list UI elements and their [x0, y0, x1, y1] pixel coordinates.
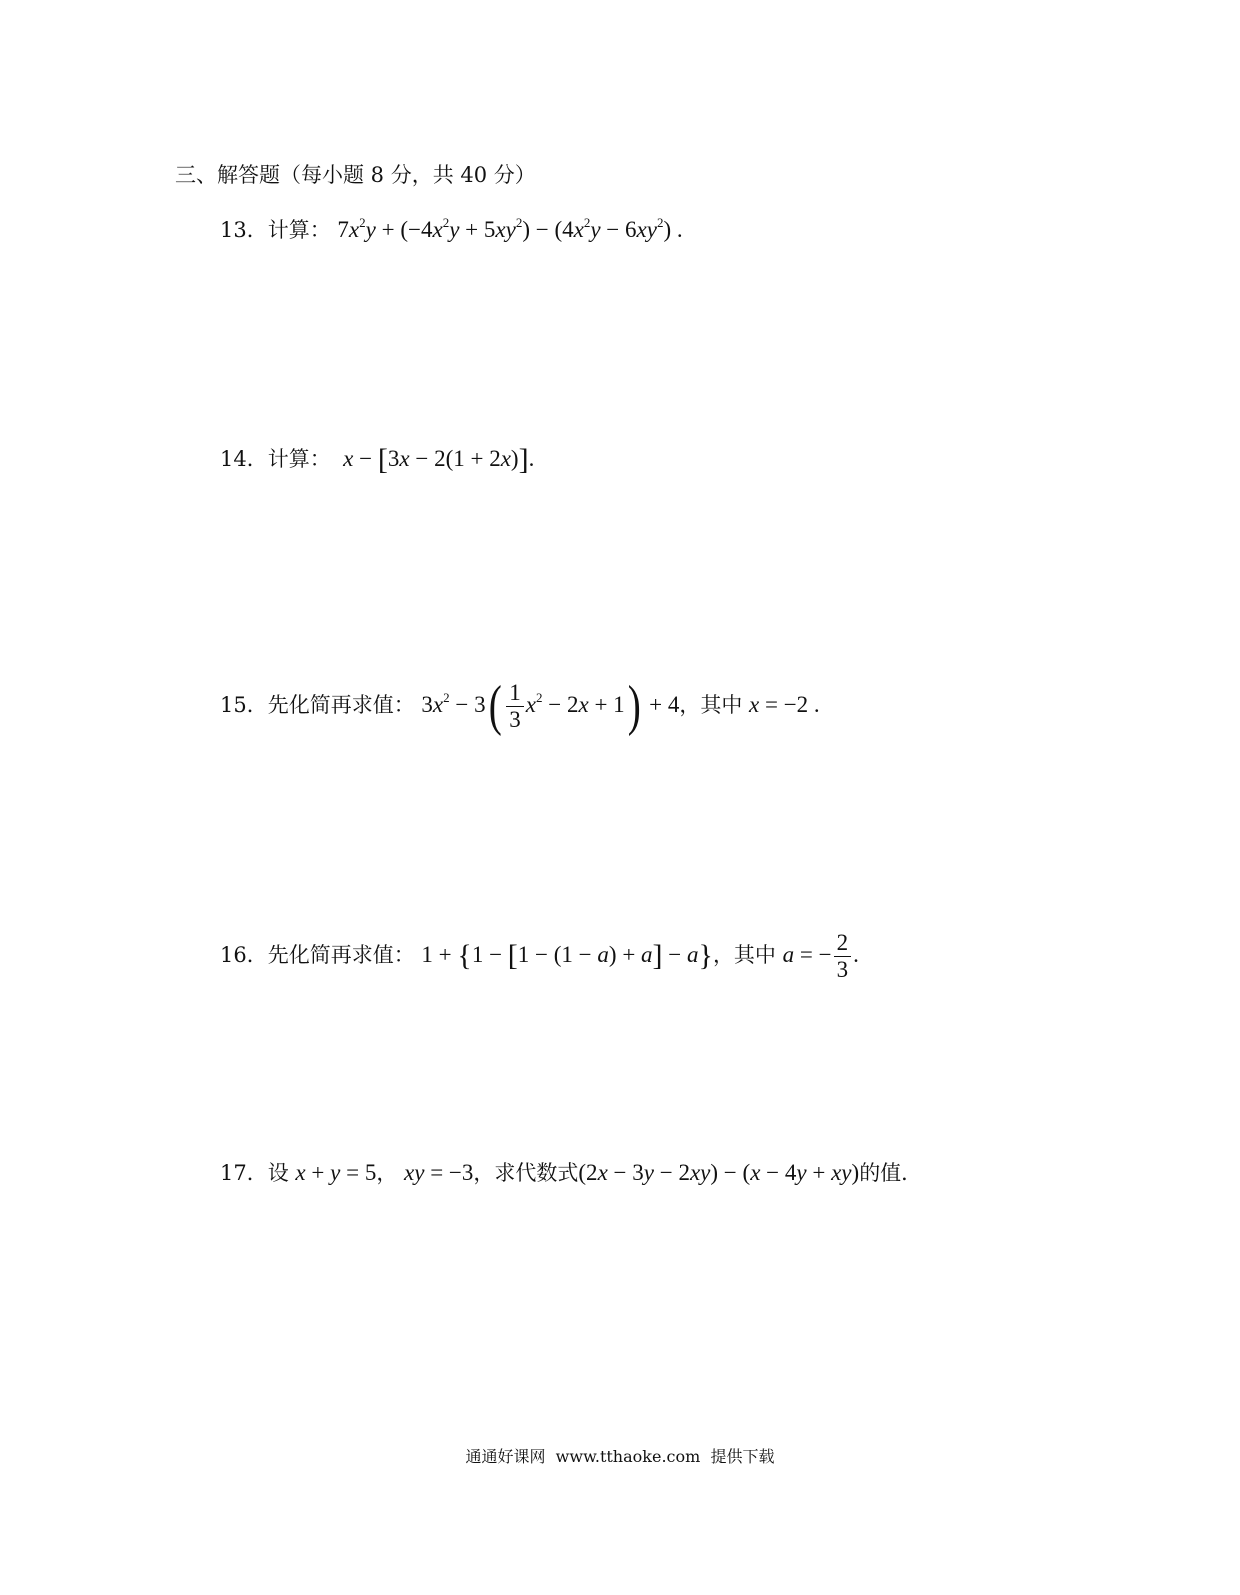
problem-number: 13． — [220, 218, 268, 242]
problem-number: 17． — [220, 1161, 268, 1185]
problem-prompt: 先化简再求值： — [267, 692, 415, 717]
problem-condition: ，其中 x = −2 . — [679, 691, 820, 717]
problem-14 — [220, 444, 534, 475]
problem-expression: $3x^2 - 3$( $\frac{1}{3}$ $x^2 - 2x + 1) + 4$ — [421, 674, 680, 737]
problem-number: 16． — [220, 942, 268, 967]
problem-15 — [220, 674, 820, 737]
problem-16 — [220, 930, 859, 983]
problem-13 — [220, 208, 683, 245]
problem-prompt: 设 x + y = 5， xy = −3，求代数式 — [267, 1160, 579, 1185]
problem-expression: x − [3x − 2(1 + 2x)]. — [343, 443, 535, 476]
problem-expression: (2x − 3y − 2xy) − (x − 4y + xy) — [578, 1160, 860, 1185]
problem-number: 14． — [220, 447, 268, 471]
problem-expression: 1 + {1 − [1 − (1 − a) + a] − a} — [421, 938, 713, 972]
problem-number: 15． — [220, 692, 268, 717]
problem-prompt: 先化简再求值： — [267, 942, 415, 967]
section-heading: 三、解答题（每小题 8 分，共 40 分） — [175, 163, 536, 187]
footer-source: 通通好课网 www.tthaoke.com 提供下载 — [465, 1447, 775, 1466]
problem-prompt: 计算： — [267, 447, 331, 471]
fraction-one-third: $\frac{1}{3}$ — [506, 680, 524, 733]
problem-condition: 的值． — [859, 1161, 923, 1185]
problem-condition: ，其中 a = − $\frac{2}{3}$ . — [712, 930, 859, 982]
problem-prompt: 计算： — [267, 218, 331, 242]
fraction-two-thirds: $\frac{2}{3}$ — [834, 930, 852, 983]
problem-17 — [220, 1158, 922, 1188]
problem-expression: $7x^2y + (-4x^2y + 5xy^2) - (4x^2y - 6xy^2)$ . — [337, 215, 683, 242]
